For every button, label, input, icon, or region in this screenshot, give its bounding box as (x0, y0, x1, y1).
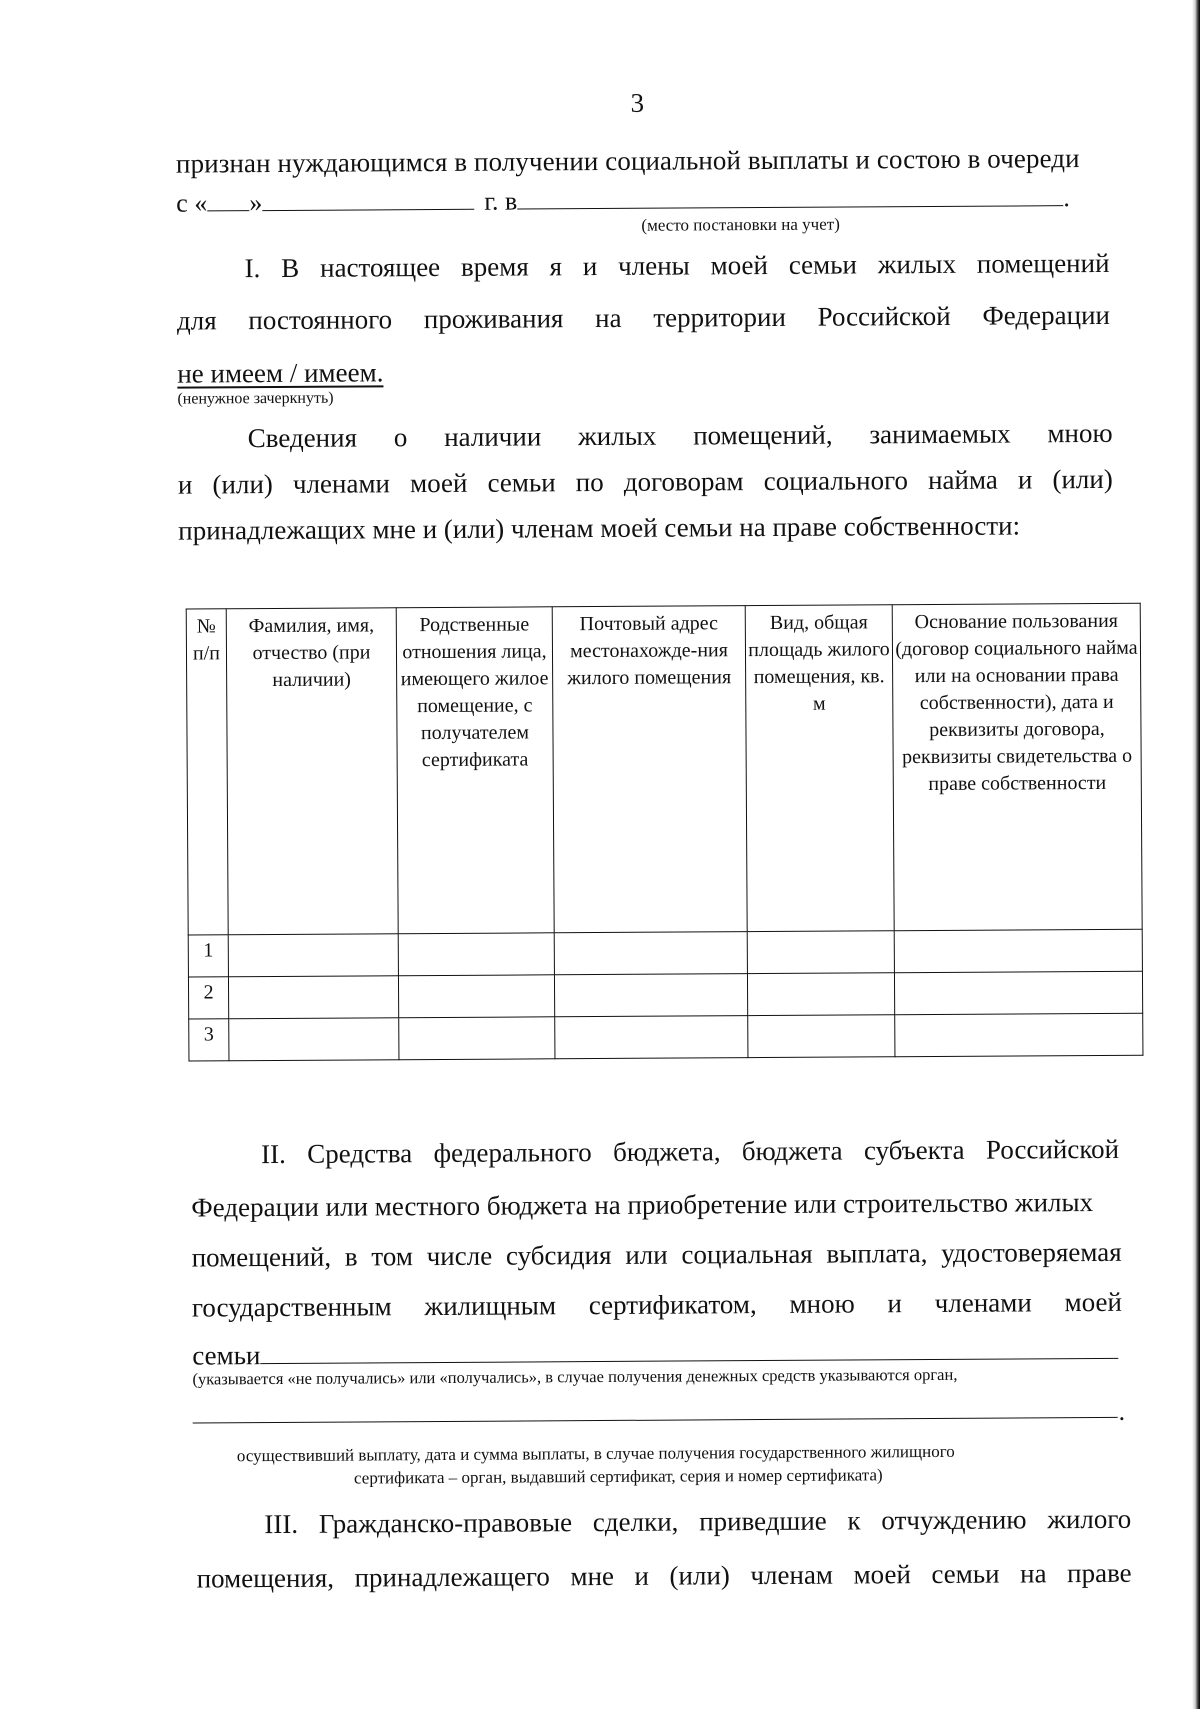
word: Российской (985, 1133, 1120, 1165)
funds-line-end: . (1118, 1396, 1126, 1426)
row-number: 2 (188, 977, 228, 1019)
queue-date-line (176, 183, 1070, 218)
word: Федерации (982, 299, 1111, 331)
word: наличии (444, 421, 542, 452)
word: II. (260, 1138, 286, 1170)
table-cell[interactable] (747, 973, 894, 1016)
word: Гражданско-правовые (318, 1507, 573, 1539)
word: субъекта (863, 1134, 965, 1166)
section2-line1 (261, 1134, 1119, 1169)
word: настоящее (319, 251, 441, 283)
word: жилищным (424, 1290, 557, 1322)
word: и (634, 1560, 650, 1591)
word: бюджета, (613, 1136, 721, 1167)
table-cell[interactable] (228, 934, 398, 977)
word: жилого (1047, 1503, 1132, 1535)
row-number: 3 (189, 1019, 229, 1061)
word: постоянного (248, 304, 393, 336)
table-row (189, 1013, 1143, 1061)
section2-line2: Федерации или местного бюджета на приобретение или строительство жилых (191, 1187, 1094, 1223)
city-prefix: г. в (484, 186, 518, 216)
funds-note-3: сертификата – орган, выдавший сертификат, серия и номер сертификата) (353, 1465, 883, 1488)
word: к (847, 1505, 861, 1536)
word: бюджета (741, 1135, 843, 1167)
word: и (887, 1288, 903, 1319)
registration-place-blank[interactable] (517, 205, 1063, 209)
word: помещений (976, 247, 1110, 279)
word: том (371, 1241, 413, 1272)
section1-line1 (245, 248, 1110, 283)
word: в (344, 1241, 358, 1272)
word: социального (763, 465, 909, 497)
section1-line2 (177, 300, 1110, 336)
word: (или) (1052, 463, 1113, 495)
word: сертификатом, (588, 1289, 757, 1321)
word: В (281, 252, 300, 283)
col-header-name: Фамилия, имя, отчество (при наличии) (226, 608, 398, 935)
housing-choice[interactable]: не имеем / имеем. (177, 357, 384, 389)
word: помещений, (693, 419, 833, 451)
word: жилых (877, 248, 957, 280)
word: помещений, (191, 1241, 332, 1273)
row-number: 1 (188, 935, 228, 977)
word: принадлежащего (354, 1561, 550, 1593)
word: мне (570, 1560, 615, 1592)
word: на (595, 302, 622, 334)
section3-line2 (197, 1558, 1132, 1594)
word: о (393, 422, 408, 453)
month-year-blank[interactable] (262, 209, 474, 211)
word: III. (264, 1508, 299, 1540)
word: договорам (623, 466, 744, 497)
family-label: семьи (192, 1340, 261, 1371)
word: время (460, 251, 529, 282)
word: и (1017, 464, 1033, 495)
word: семьи (788, 249, 858, 280)
word: федерального (433, 1137, 592, 1169)
word: моей (853, 1559, 911, 1590)
word: жилых (577, 420, 657, 452)
date-prefix: с « (176, 188, 208, 218)
word: I. (244, 253, 261, 284)
word: проживания (423, 303, 564, 335)
word: праве (1067, 1557, 1132, 1589)
funds-details-blank[interactable] (193, 1417, 1118, 1424)
word: сделки, (592, 1506, 679, 1538)
table-header-row (186, 603, 1142, 935)
word: (или) (212, 469, 273, 500)
word: числе (426, 1240, 493, 1272)
table-cell[interactable] (228, 976, 398, 1019)
col-header-relation: Родственные отношения лица, имеющего жилое помещение, с получателем сертификата (396, 607, 554, 934)
info-para-line1 (248, 418, 1113, 453)
word: семьи (931, 1558, 1000, 1590)
funds-note-1: (указывается «не получались» или «получались», в случае получения денежных средств указываются орган, (192, 1364, 958, 1389)
intro-line: признан нуждающимся в получении социальной выплаты и состою в очереди (175, 143, 1080, 179)
word: членами (292, 468, 391, 499)
housing-table (186, 603, 1144, 1062)
table-cell[interactable] (554, 974, 747, 1017)
section3-line1 (264, 1504, 1131, 1539)
family-line (192, 1335, 1118, 1371)
col-header-basis: Основание пользования (договор социального найма или на основании права собственности), дата и реквизиты договора, реквизиты свидетельства о праве собственности (892, 603, 1142, 931)
word: приведшие (699, 1505, 827, 1537)
col-header-number: № п/п (186, 609, 228, 935)
word: помещения, (196, 1562, 335, 1594)
word: выплата, (826, 1238, 928, 1269)
col-header-address: Почтовый адрес местонахожде-ния жилого помещения (552, 606, 747, 933)
word: члены (618, 250, 690, 281)
word: или (625, 1239, 668, 1270)
table-row (188, 971, 1142, 1019)
word: и (582, 251, 598, 282)
word: я (549, 251, 563, 282)
word: моей (1064, 1286, 1123, 1318)
funds-note-2: осуществивший выплату, дата и сумма выплаты, в случае получения государственного жилищного (236, 1441, 955, 1466)
table-row (188, 929, 1142, 977)
word: государственным (191, 1291, 392, 1323)
table-cell[interactable] (747, 931, 894, 974)
word: семьи (487, 467, 556, 498)
word: мною (1047, 417, 1113, 449)
word: субсидия (505, 1239, 612, 1271)
table-cell[interactable] (398, 933, 554, 976)
section2-line3 (192, 1237, 1122, 1273)
table-cell[interactable] (894, 971, 1142, 1015)
col-header-area: Вид, общая площадь жилого помещения, кв. м (745, 605, 894, 932)
table-cell[interactable] (554, 932, 747, 975)
word: по (575, 466, 604, 498)
word: занимаемых (869, 418, 1011, 450)
table-cell[interactable] (399, 1017, 555, 1060)
word: членам (750, 1559, 834, 1591)
table-cell[interactable] (229, 1018, 399, 1061)
table-cell[interactable] (555, 1016, 748, 1059)
choice-note: (ненужное зачеркнуть) (177, 389, 334, 408)
word: для (176, 305, 217, 336)
place-note: (место постановки на учет) (641, 214, 840, 235)
table-cell[interactable] (748, 1015, 895, 1058)
word: найма (927, 464, 998, 496)
table-cell[interactable] (895, 1013, 1143, 1057)
word: членами (934, 1287, 1032, 1318)
word: Российской (817, 300, 951, 332)
line-end-dot: . (1063, 183, 1070, 213)
word: (или) (669, 1560, 730, 1591)
section2-line4 (192, 1287, 1122, 1323)
scan-edge-shadow (1192, 0, 1200, 1709)
word: моей (710, 249, 769, 281)
table-cell[interactable] (894, 929, 1142, 973)
word: удостоверяемая (941, 1236, 1122, 1268)
word: отчуждению (881, 1504, 1027, 1536)
word: территории (653, 301, 786, 333)
word: мною (789, 1288, 855, 1319)
date-mid: » (249, 188, 263, 218)
word: Сведения (247, 422, 358, 454)
budget-funds-blank[interactable] (260, 1358, 1118, 1364)
info-para-line3: принадлежащих мне и (или) членам моей семьи на праве собственности: (178, 510, 1021, 546)
day-blank[interactable] (207, 210, 249, 211)
table-cell[interactable] (398, 975, 554, 1018)
word: моей (409, 467, 468, 499)
word: Средства (307, 1138, 413, 1169)
word: на (1020, 1558, 1047, 1589)
word: социальная (681, 1238, 813, 1270)
page-number: 3 (630, 87, 645, 118)
word: и (177, 469, 193, 500)
info-para-line2 (178, 464, 1113, 500)
